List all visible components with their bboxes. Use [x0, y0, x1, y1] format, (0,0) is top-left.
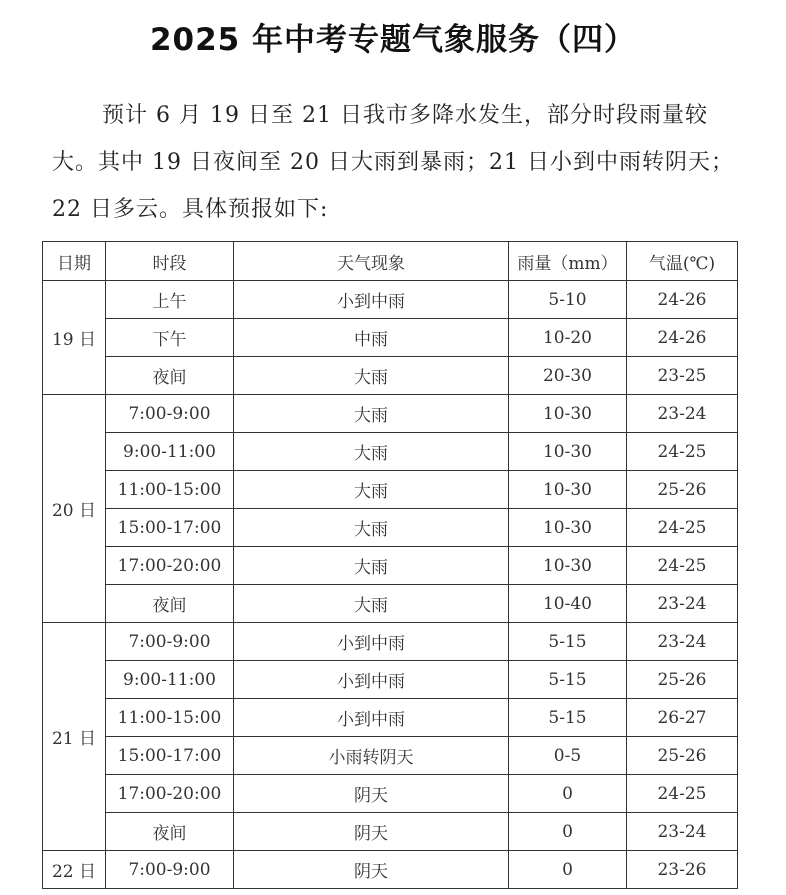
forecast-table: [42, 241, 738, 889]
rainfall-cell: 0: [509, 813, 627, 851]
header-rainfall: 雨量（mm）: [509, 242, 627, 281]
table-row: [43, 471, 738, 509]
temperature-cell: 23-24: [627, 623, 738, 661]
header-date: 日期: [43, 242, 106, 281]
temperature-cell: 23-24: [627, 585, 738, 623]
table-row: [43, 737, 738, 775]
period-cell: 15:00-17:00: [106, 737, 234, 775]
period-cell: 夜间: [106, 357, 234, 395]
weather-cell: 大雨: [234, 509, 509, 547]
forecast-table-body: [43, 281, 738, 889]
weather-cell: 小到中雨: [234, 623, 509, 661]
table-row: [43, 661, 738, 699]
table-row: [43, 319, 738, 357]
period-cell: 7:00-9:00: [106, 851, 234, 889]
rainfall-cell: 10-20: [509, 319, 627, 357]
period-cell: 下午: [106, 319, 234, 357]
header-temperature: 气温(℃): [627, 242, 738, 281]
rainfall-cell: 0: [509, 775, 627, 813]
period-cell: 17:00-20:00: [106, 775, 234, 813]
rainfall-cell: 0: [509, 851, 627, 889]
weather-cell: 阴天: [234, 851, 509, 889]
intro-paragraph: 预计 6 月 19 日至 21 日我市多降水发生，部分时段雨量较大。其中 19 日夜间至 20 日大雨到暴雨；21 日小到中雨转阴天；22 日多云。具体预报如下:: [52, 103, 734, 222]
rainfall-cell: 10-30: [509, 509, 627, 547]
table-row: [43, 813, 738, 851]
header-period: 时段: [106, 242, 234, 281]
weather-cell: 大雨: [234, 357, 509, 395]
table-row: [43, 547, 738, 585]
weather-cell: 大雨: [234, 585, 509, 623]
weather-cell: 大雨: [234, 395, 509, 433]
period-cell: 17:00-20:00: [106, 547, 234, 585]
temperature-cell: 25-26: [627, 471, 738, 509]
temperature-cell: 24-25: [627, 775, 738, 813]
period-cell: 9:00-11:00: [106, 433, 234, 471]
temperature-cell: 23-24: [627, 813, 738, 851]
rainfall-cell: 10-30: [509, 471, 627, 509]
period-cell: 上午: [106, 281, 234, 319]
temperature-cell: 25-26: [627, 661, 738, 699]
table-row: [43, 585, 738, 623]
weather-cell: 大雨: [234, 471, 509, 509]
period-cell: 11:00-15:00: [106, 699, 234, 737]
table-row: [43, 281, 738, 319]
date-cell: 21 日: [43, 623, 106, 851]
weather-cell: 大雨: [234, 547, 509, 585]
weather-cell: 小到中雨: [234, 699, 509, 737]
header-row: [43, 242, 738, 281]
table-row: [43, 395, 738, 433]
date-cell: 20 日: [43, 395, 106, 623]
header-weather: 天气现象: [234, 242, 509, 281]
temperature-cell: 24-25: [627, 433, 738, 471]
forecast-table-header: [43, 242, 738, 281]
table-row: [43, 851, 738, 889]
table-row: [43, 775, 738, 813]
table-row: [43, 699, 738, 737]
temperature-cell: 23-25: [627, 357, 738, 395]
weather-cell: 小到中雨: [234, 281, 509, 319]
document-title: 2025 年中考专题气象服务（四）: [149, 22, 637, 58]
date-cell: 19 日: [43, 281, 106, 395]
period-cell: 7:00-9:00: [106, 623, 234, 661]
period-cell: 11:00-15:00: [106, 471, 234, 509]
temperature-cell: 23-26: [627, 851, 738, 889]
rainfall-cell: 5-15: [509, 623, 627, 661]
rainfall-cell: 10-30: [509, 395, 627, 433]
temperature-cell: 24-25: [627, 547, 738, 585]
rainfall-cell: 10-30: [509, 433, 627, 471]
table-row: [43, 357, 738, 395]
weather-cell: 阴天: [234, 813, 509, 851]
period-cell: 9:00-11:00: [106, 661, 234, 699]
rainfall-cell: 0-5: [509, 737, 627, 775]
period-cell: 15:00-17:00: [106, 509, 234, 547]
table-row: [43, 433, 738, 471]
period-cell: 夜间: [106, 813, 234, 851]
temperature-cell: 25-26: [627, 737, 738, 775]
period-cell: 夜间: [106, 585, 234, 623]
weather-cell: 小雨转阴天: [234, 737, 509, 775]
rainfall-cell: 20-30: [509, 357, 627, 395]
weather-cell: 大雨: [234, 433, 509, 471]
period-cell: 7:00-9:00: [106, 395, 234, 433]
temperature-cell: 24-26: [627, 319, 738, 357]
table-row: [43, 509, 738, 547]
temperature-cell: 24-26: [627, 281, 738, 319]
date-cell: 22 日: [43, 851, 106, 889]
temperature-cell: 26-27: [627, 699, 738, 737]
rainfall-cell: 5-15: [509, 661, 627, 699]
temperature-cell: 24-25: [627, 509, 738, 547]
table-row: [43, 623, 738, 661]
weather-cell: 阴天: [234, 775, 509, 813]
rainfall-cell: 10-40: [509, 585, 627, 623]
rainfall-cell: 5-10: [509, 281, 627, 319]
weather-cell: 中雨: [234, 319, 509, 357]
rainfall-cell: 5-15: [509, 699, 627, 737]
weather-cell: 小到中雨: [234, 661, 509, 699]
rainfall-cell: 10-30: [509, 547, 627, 585]
temperature-cell: 23-24: [627, 395, 738, 433]
